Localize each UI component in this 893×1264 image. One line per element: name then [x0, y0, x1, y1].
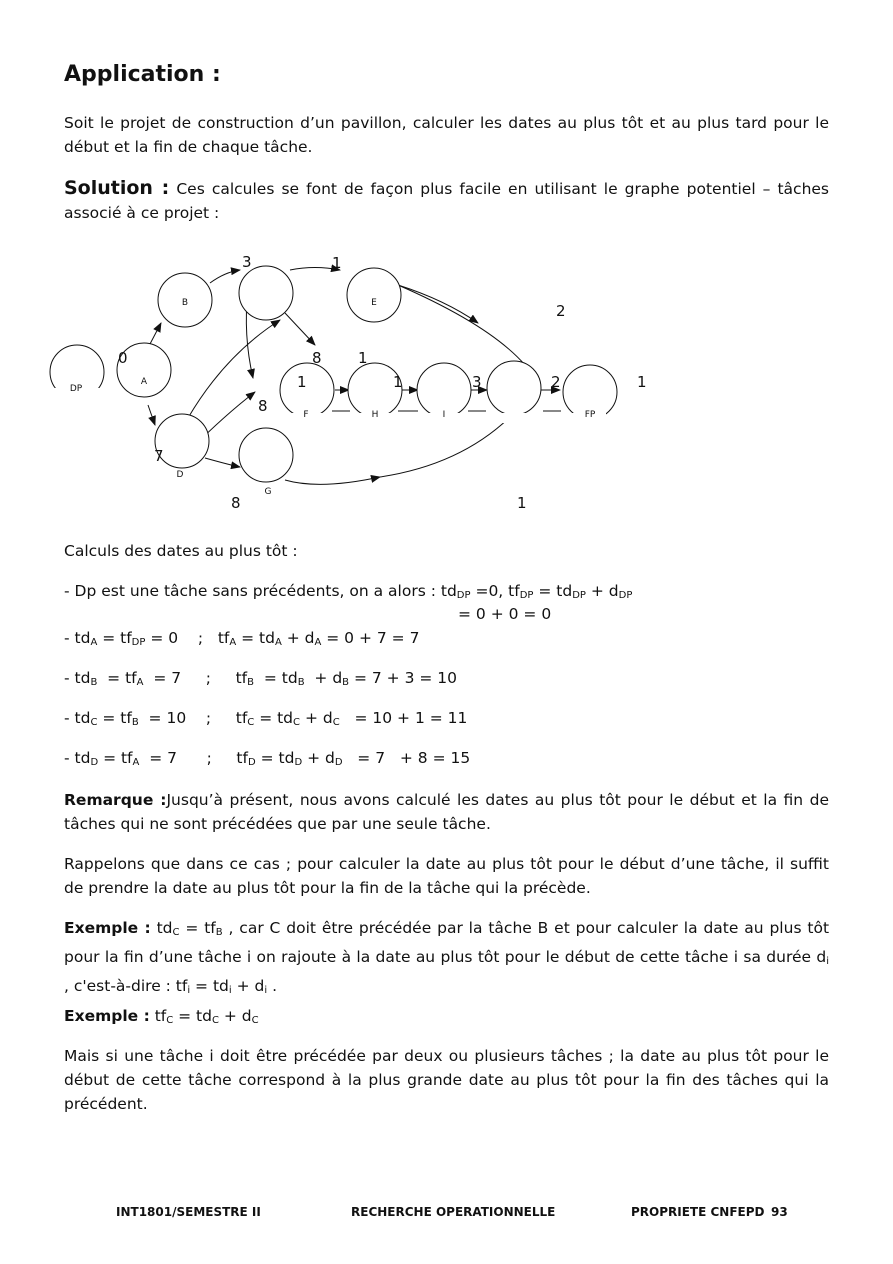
- footer-course: INT1801/SEMESTRE II: [116, 1205, 261, 1219]
- weight-f: 1: [297, 373, 307, 391]
- calc-line-d: - $td_D = tf_A = 7$ ; $tf_D = td_D + d_D = 7 + 8 = 15$: [64, 749, 471, 768]
- node-i: [417, 363, 471, 417]
- node-label-g: G: [264, 487, 272, 497]
- weight-e-k: 2: [556, 302, 566, 320]
- section-title: Application :: [64, 62, 221, 87]
- node-label-i: I: [442, 410, 446, 420]
- node-label-a: A: [140, 377, 148, 387]
- exemple2-label: Exemple :: [64, 1007, 150, 1025]
- footer-subject: RECHERCHE OPERATIONNELLE: [351, 1205, 556, 1219]
- weight-a-d: 7: [154, 447, 164, 465]
- weight-i: 3: [472, 373, 482, 391]
- weight-c-e: 1: [332, 254, 342, 272]
- remarque-text: Jusqu’à présent, nous avons calculé les dates au plus tôt pour le début et la fin de tâches qui ne sont précédées que par une seule tâche.: [64, 791, 829, 833]
- node-label-e: E: [371, 298, 377, 308]
- node-label-fp: FP: [584, 410, 596, 420]
- node-label-h: H: [371, 410, 379, 420]
- node-f: [280, 363, 334, 417]
- node-label-f: F: [303, 410, 309, 420]
- calc-title: Calculs des dates au plus tôt :: [64, 542, 298, 560]
- calc-line-b: - $td_B = tf_A = 7$ ; $tf_B = td_B + d_B = 7 + 3 = 10$: [64, 669, 458, 688]
- exemple2-paragraph: Exemple : $tf_C = td_C + d_C$: [64, 1007, 259, 1026]
- page-number: 93: [771, 1205, 788, 1219]
- footer-owner: PROPRIETE CNFEPD: [631, 1205, 765, 1219]
- weight-b-c: 3: [242, 253, 252, 271]
- weight-fp: 1: [637, 373, 647, 391]
- weight-d-g: 8: [231, 494, 241, 512]
- calc-line-c: - $td_C = tf_B = 10$ ; $tf_C = td_C + d_C = 10 + 1 = 11$: [64, 709, 468, 728]
- weight-d-f: 8: [258, 397, 268, 415]
- remarque-label: Remarque :: [64, 791, 167, 809]
- rappel-paragraph: Rappelons que dans ce cas ; pour calculer la date au plus tôt pour le début d’une tâche, il suffit de prendre la date au plus tôt pour la fin de la tâche qui la précède.: [64, 855, 829, 897]
- node-label-b: B: [181, 298, 189, 308]
- solution-paragraph: [64, 176, 829, 225]
- exemple1-label: Exemple :: [64, 919, 151, 937]
- weight-g-k: 1: [517, 494, 527, 512]
- weight-h: 1: [393, 373, 403, 391]
- potential-task-graph: [40, 245, 720, 520]
- conclusion-paragraph: Mais si une tâche i doit être précédée par deux ou plusieurs tâches ; la date au plus tôt pour le début de cette tâche correspond à la plus grande date au plus tôt pour la fin des tâches qui la précédent.: [64, 1047, 829, 1113]
- calc-line-dp: - Dp est une tâche sans précédents, on a alors : $td_{DP} =0$, $tf_{DP} = td_{DP} + d_{DP}$: [64, 582, 633, 601]
- intro-paragraph: Soit le projet de construction d’un pavillon, calculer les dates au plus tôt et au plus tard pour le début et la fin de chaque tâche.: [64, 114, 829, 156]
- solution-text: Ces calcules se font de façon plus facile en utilisant le graphe potentiel – tâches associé à ce projet :: [64, 180, 829, 222]
- weight-k: 2: [551, 373, 561, 391]
- calc-line-dp-result: = 0 + 0 = 0: [458, 605, 552, 623]
- node-c: [239, 266, 293, 320]
- node-e: [347, 268, 401, 322]
- node-label-dp: DP: [69, 384, 83, 394]
- exemple1-paragraph: Exemple : $td_C = tf_B$ , car C doit être précédée par la tâche B et pour calculer la date au plus tôt pour la fin d’une tâche i on rajoute à la date au plus tôt pour le début de cette tâche i sa durée $d_i$ , c'est-à-dire : $tf_i = td_i + d_i$ .: [64, 919, 830, 996]
- node-label-d: D: [176, 470, 184, 480]
- solution-label: Solution :: [64, 177, 170, 199]
- weight-e-h: 1: [358, 349, 368, 367]
- remarque-paragraph: [64, 788, 829, 836]
- weight-dp-a: 0: [118, 349, 128, 367]
- calc-line-a: - $td_A = tf_{DP} = 0$ ; $tf_A = td_A + d_A = 0 + 7 = 7$: [64, 629, 420, 648]
- node-g: [239, 428, 293, 482]
- node-k: [487, 361, 541, 415]
- weight-c-f: 8: [312, 349, 322, 367]
